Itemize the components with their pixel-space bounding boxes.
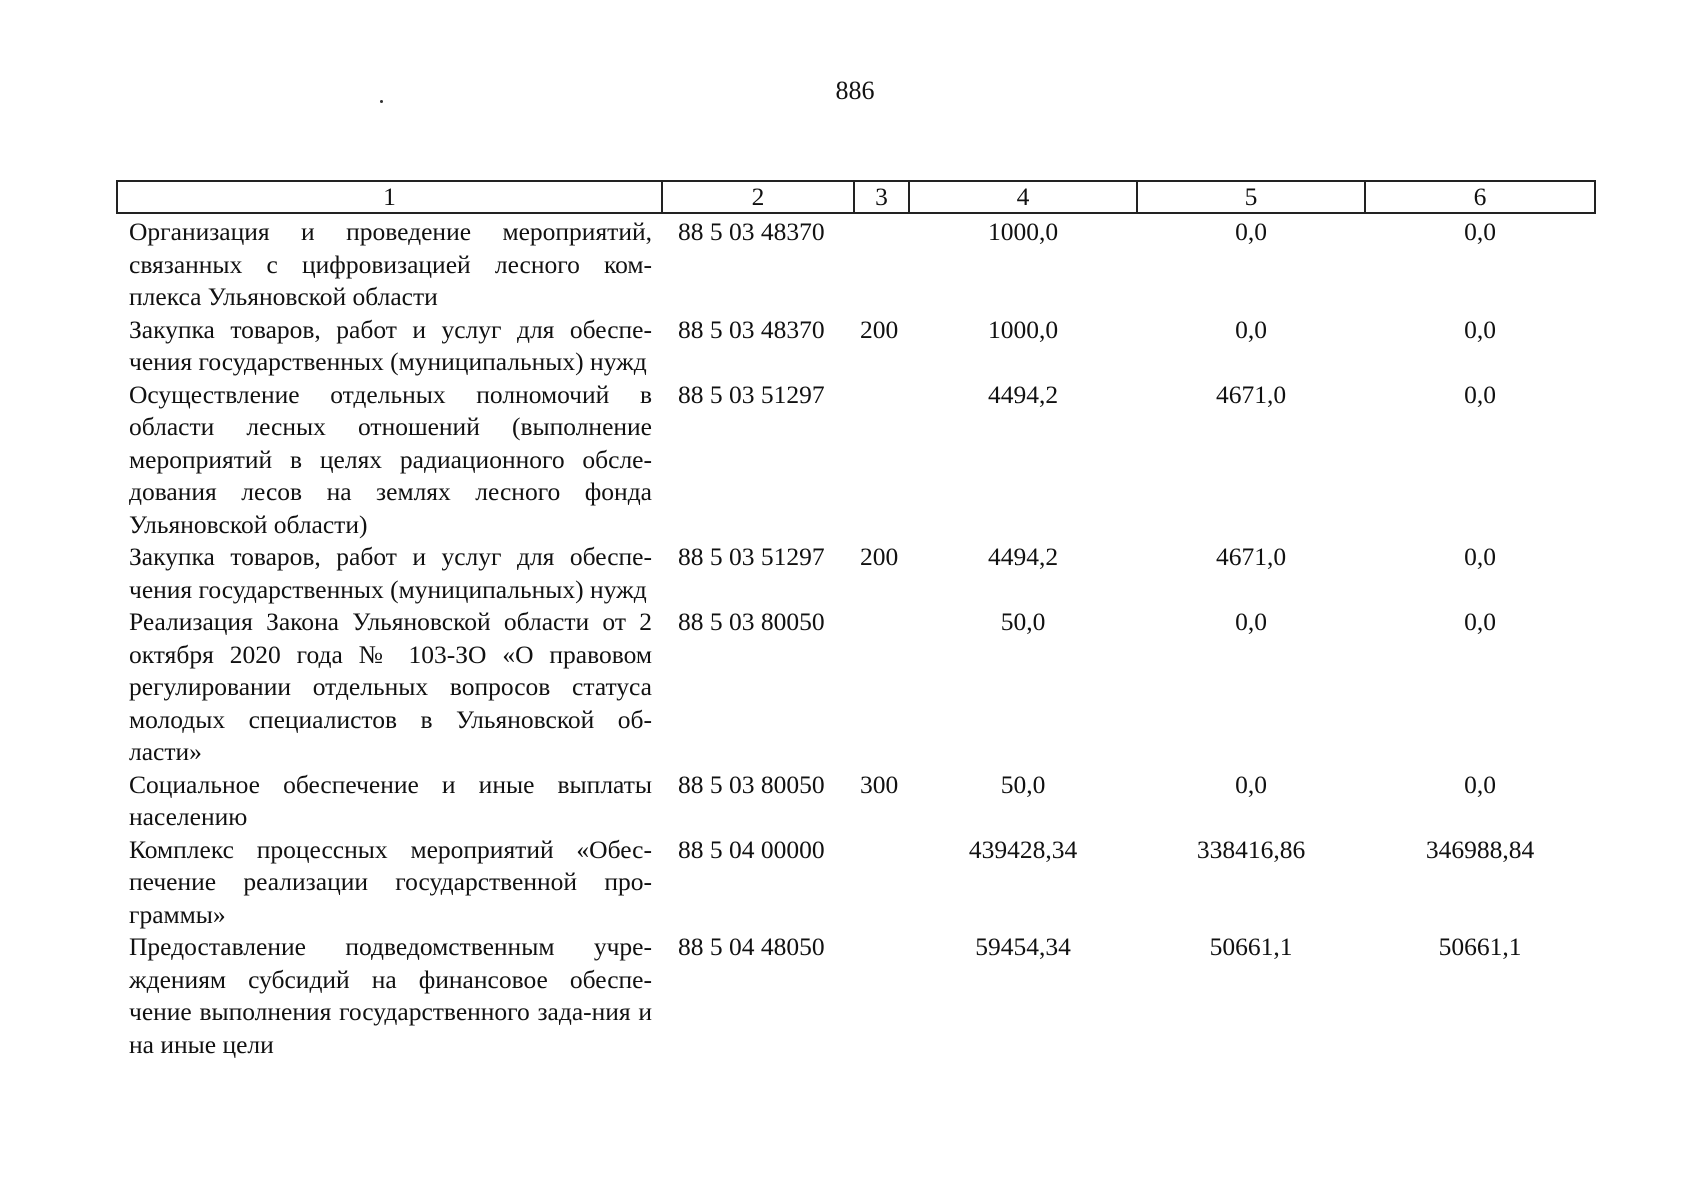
header-col-5: 5	[1137, 181, 1365, 213]
row-value-col6: 346988,84	[1425, 834, 1535, 864]
row-name: Осуществление отдельных полномочий в области лесных отношений (выполнение мероприятий в целях радиационного обсле-дования лесов на землях лесного фонда Ульяновской области)	[129, 379, 652, 539]
row-expense-type	[854, 931, 909, 1061]
table-body	[117, 213, 1595, 1061]
row-value-col5: 0,0	[1235, 314, 1267, 344]
row-code: 88 5 03 51297	[678, 379, 825, 409]
row-name: Закупка товаров, работ и услуг для обеспе-чения государственных (муниципальных) нужд	[129, 542, 652, 604]
page-number: 886	[835, 76, 875, 105]
row-code: 88 5 03 48370	[678, 314, 825, 344]
row-name: Социальное обеспечение и иные выплаты населению	[129, 769, 652, 831]
row-expense-type	[854, 379, 909, 542]
row-value-col6: 0,0	[1464, 542, 1496, 571]
row-code: 88 5 03 51297	[678, 542, 825, 571]
row-code: 88 5 03 80050	[678, 607, 825, 636]
row-value-col6: 0,0	[1464, 769, 1496, 799]
row-expense-type: 200	[860, 542, 899, 571]
budget-table	[116, 180, 1596, 1061]
row-value-col4: 1000,0	[987, 314, 1059, 344]
row-value-col4: 50,0	[1000, 769, 1046, 799]
table-row	[117, 931, 1595, 1061]
row-value-col5: 0,0	[1235, 769, 1267, 799]
table-row	[117, 314, 1595, 379]
row-value-col5: 338416,86	[1196, 834, 1306, 864]
header-col-4: 4	[909, 181, 1137, 213]
row-value-col5: 50661,1	[1209, 932, 1293, 961]
row-expense-type	[854, 606, 909, 769]
table-row	[117, 379, 1595, 542]
header-col-2: 2	[662, 181, 854, 213]
row-value-col6: 0,0	[1464, 607, 1496, 636]
row-value-col6: 0,0	[1464, 379, 1496, 409]
table-header	[117, 181, 1595, 213]
row-code: 88 5 04 00000	[678, 834, 825, 864]
row-value-col6: 0,0	[1464, 217, 1496, 246]
row-expense-type: 300	[860, 769, 899, 799]
row-code: 88 5 03 48370	[678, 217, 825, 246]
row-value-col5: 0,0	[1235, 607, 1267, 636]
scan-speck	[380, 100, 383, 103]
row-code: 88 5 03 80050	[678, 769, 825, 799]
row-value-col4: 439428,34	[968, 834, 1078, 864]
table-row	[117, 769, 1595, 834]
row-value-col4: 4494,2	[987, 379, 1059, 409]
row-expense-type	[854, 213, 909, 314]
row-value-col4: 59454,34	[975, 932, 1071, 961]
header-col-6: 6	[1365, 181, 1595, 213]
header-col-1: 1	[117, 181, 662, 213]
row-value-col5: 4671,0	[1215, 379, 1287, 409]
row-name: Предоставление подведомственным учре-ждениям субсидий на финансовое обеспе-чение выполнения государственного зада-ния и на иные цели	[129, 932, 652, 1059]
row-value-col4: 4494,2	[987, 542, 1059, 571]
table-row	[117, 834, 1595, 932]
row-name: Организация и проведение мероприятий, связанных с цифровизацией лесного ком-плекса Ульяновской области	[129, 217, 652, 311]
table-row	[117, 606, 1595, 769]
row-value-col4: 50,0	[1000, 607, 1046, 636]
table-row	[117, 541, 1595, 606]
row-value-col5: 4671,0	[1215, 542, 1287, 571]
row-name: Комплекс процессных мероприятий «Обес-печение реализации государственной про-граммы»	[129, 834, 652, 929]
row-code: 88 5 04 48050	[678, 932, 825, 961]
row-expense-type: 200	[860, 314, 899, 344]
row-value-col6: 0,0	[1464, 314, 1496, 344]
table-row	[117, 213, 1595, 314]
row-value-col4: 1000,0	[987, 217, 1059, 246]
row-name: Реализация Закона Ульяновской области от 2 октября 2020 года № 103-ЗО «О правовом регулировании отдельных вопросов статуса молодых специалистов в Ульяновской об-ласти»	[129, 607, 652, 766]
header-col-3: 3	[854, 181, 909, 213]
row-value-col6: 50661,1	[1438, 932, 1522, 961]
row-name: Закупка товаров, работ и услуг для обеспе-чения государственных (муниципальных) нужд	[129, 314, 652, 376]
row-expense-type	[854, 834, 909, 932]
header-row	[117, 181, 1595, 213]
row-value-col5: 0,0	[1235, 217, 1267, 246]
